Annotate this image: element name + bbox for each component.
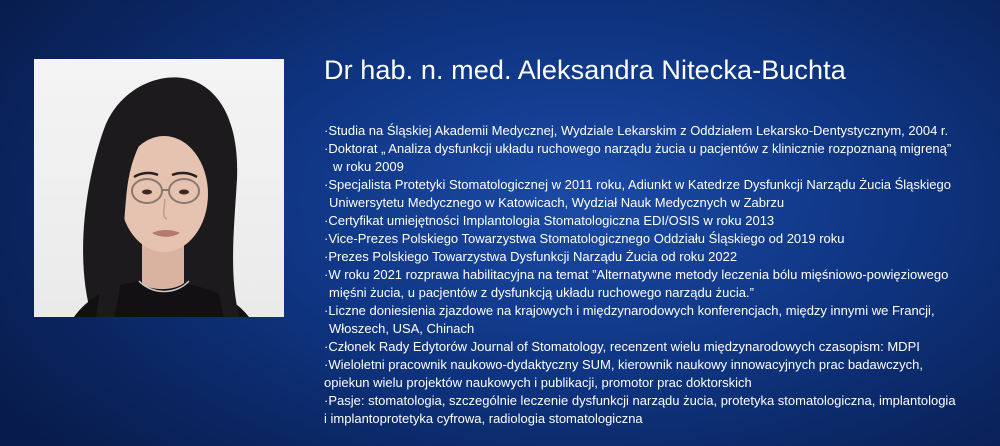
bio-item-vice-president: ·Vice-Prezes Polskiego Towarzystwa Stomatologicznego Oddziału Śląskiego od 2019 roku [324, 231, 845, 246]
bio-item-employee-cont: opiekun wielu projektów naukowych i publikacji, promotor prac doktorskich [324, 375, 752, 390]
bio-item-conferences: ·Liczne doniesienia zjazdowe na krajowych i międzynarodowych konferencjach, między innymi we Francji, [324, 303, 935, 318]
profile-photo [34, 59, 284, 317]
bio-item-education: ·Studia na Śląskiej Akademii Medycznej, Wydziale Lekarskim z Oddziałem Lekarsko-Dentystycznym, 2004 r. [324, 123, 949, 138]
person-name: Dr hab. n. med. Aleksandra Nitecka-Buchta [324, 55, 846, 85]
bio-item-habilitation-cont: mięśni żucia, u pacjentów z dysfunkcją układu ruchowego narządu żucia.” [329, 285, 754, 300]
bio-item-employee: ·Wieloletni pracownik naukowo-dydaktyczny SUM, kierownik naukowy innowacyjnych prac badawczych, [324, 357, 923, 372]
bio-list [324, 122, 956, 428]
bio-item-passions: ·Pasje: stomatologia, szczególnie leczenie dysfunkcji narządu żucia, protetyka stomatologiczna, implantologia [324, 393, 956, 408]
bio-item-conferences-cont: Włoszech, USA, Chinach [329, 321, 475, 336]
bio-item-specialist-cont: Uniwersytetu Medycznego w Katowicach, Wydział Nauk Medycznych w Zabrzu [329, 195, 785, 210]
bio-item-president: ·Prezes Polskiego Towarzystwa Dysfunkcji Narządu Żucia od roku 2022 [324, 249, 738, 264]
bio-item-editorial: ·Członek Rady Edytorów Journal of Stomatology, recenzent wielu międzynarodowych czasopism: MDPI [324, 339, 920, 354]
bio-item-habilitation: ·W roku 2021 rozprawa habilitacyjna na temat ”Alternatywne metody leczenia bólu mięśniowo-powięziowego [324, 267, 949, 282]
bio-item-specialist: ·Specjalista Protetyki Stomatologicznej w 2011 roku, Adiunkt w Katedrze Dysfunkcji Narządu Żucia Śląskiego [324, 177, 951, 192]
bio-item-doctorate-cont: w roku 2009 [333, 159, 404, 174]
portrait-illustration [34, 59, 284, 317]
bio-item-certificate: ·Certyfikat umiejętności Implantologia Stomatologiczna EDI/OSIS w roku 2013 [324, 213, 775, 228]
bio-item-passions-cont: i implantoprotetyka cyfrowa, radiologia stomatologiczna [324, 411, 643, 426]
bio-item-doctorate: ·Doktorat „ Analiza dysfunkcji układu ruchowego narządu żucia u pacjentów z klinicznie rozpoznaną migreną” [324, 141, 952, 156]
